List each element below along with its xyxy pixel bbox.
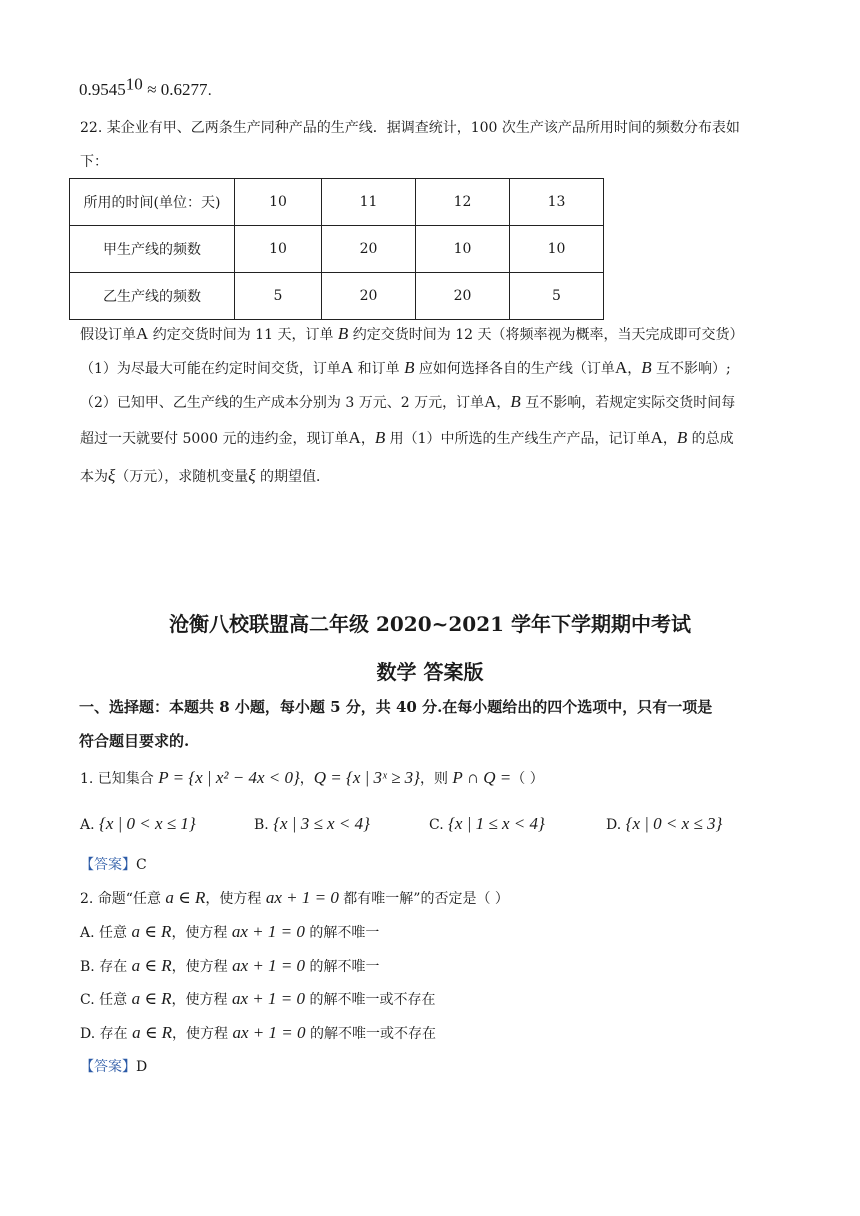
q2-stem: 2. 命题“任意 a ∈ R，使方程 ax + 1 = 0 都有唯一解”的否定是（ ） (80, 888, 509, 907)
q2-option-c: C. 任意 a ∈ R，使方程 ax + 1 = 0 的解不唯一或不存在 (80, 989, 436, 1008)
table-cell: 10 (235, 226, 322, 273)
q1-option-b: B. {x | 3 ≤ x < 4} (254, 814, 370, 833)
table-cell: 甲生产线的频数 (70, 226, 235, 273)
table-cell: 10 (235, 179, 322, 226)
table-cell: 20 (322, 226, 416, 273)
frequency-table (69, 178, 604, 320)
q22-part2-line3: 本为ξ（万元），求随机变量ξ 的期望值． (80, 466, 331, 485)
table-cell: 5 (510, 273, 604, 320)
table-cell: 10 (510, 226, 604, 273)
q21-result: 0.9545$^{10}$ ≈ 0.6277. (79, 74, 212, 99)
table-cell: 5 (235, 273, 322, 320)
q1-answer: 【答案】C (80, 857, 147, 873)
document-title: 沧衡八校联盟高二年级 2020~2021 学年下学期期中考试 (168, 612, 691, 636)
table-cell: 10 (416, 226, 510, 273)
table-cell: 20 (322, 273, 416, 320)
q22-assumption: 假设订单A 约定交货时间为 11 天，订单 B 约定交货时间为 12 天（将频率视为概率，当天完成即可交货） (80, 324, 744, 343)
table-row (70, 179, 604, 226)
table-cell: 乙生产线的频数 (70, 273, 235, 320)
table-cell: 13 (510, 179, 604, 226)
q1-option-a: A. {x | 0 < x ≤ 1} (80, 814, 196, 833)
q22-part2-line2: 超过一天就要付 5000 元的违约金，现订单A，B 用（1）中所选的生产线生产产品，记订单A，B 的总成 (80, 428, 734, 447)
q22-part1: （1）为尽最大可能在约定时间交货，订单A 和订单 B 应如何选择各自的生产线（订单A，B 互不影响）; (80, 358, 731, 377)
section-heading-line2: 符合题目要求的. (79, 732, 190, 750)
table-cell: 所用的时间(单位：天) (70, 179, 235, 226)
table-cell: 20 (416, 273, 510, 320)
q22-part2-line1: （2）已知甲、乙生产线的生产成本分别为 3 万元、2 万元，订单A，B 互不影响，若规定实际交货时间每 (80, 392, 736, 411)
q1-option-d: D. {x | 0 < x ≤ 3} (606, 814, 723, 833)
table-cell: 11 (322, 179, 416, 226)
table-row (70, 226, 604, 273)
q2-option-b: B. 存在 a ∈ R，使方程 ax + 1 = 0 的解不唯一 (80, 956, 380, 975)
q1-option-c: C. {x | 1 ≤ x < 4} (429, 814, 545, 833)
q2-option-d: D. 存在 a ∈ R，使方程 ax + 1 = 0 的解不唯一或不存在 (80, 1023, 436, 1042)
document-subtitle: 数学 答案版 (376, 660, 484, 684)
section-heading-line1: 一、选择题：本题共 8 小题，每小题 5 分，共 40 分.在每小题给出的四个选项中，只有一项是 (79, 698, 713, 716)
table-cell: 12 (416, 179, 510, 226)
q22-stem-line1: 22. 某企业有甲、乙两条生产同种产品的生产线．据调查统计，100 次生产该产品所用时间的频数分布表如 (80, 120, 740, 136)
table-row (70, 273, 604, 320)
q1-stem: 1. 已知集合 P = {x | x² − 4x < 0}，Q = {x | 3ˣ ≥ 3}，则 P ∩ Q =（ ） (80, 768, 544, 787)
q2-answer: 【答案】D (80, 1059, 148, 1075)
q2-option-a: A. 任意 a ∈ R，使方程 ax + 1 = 0 的解不唯一 (80, 922, 380, 941)
q22-stem-line2: 下： (80, 154, 108, 170)
